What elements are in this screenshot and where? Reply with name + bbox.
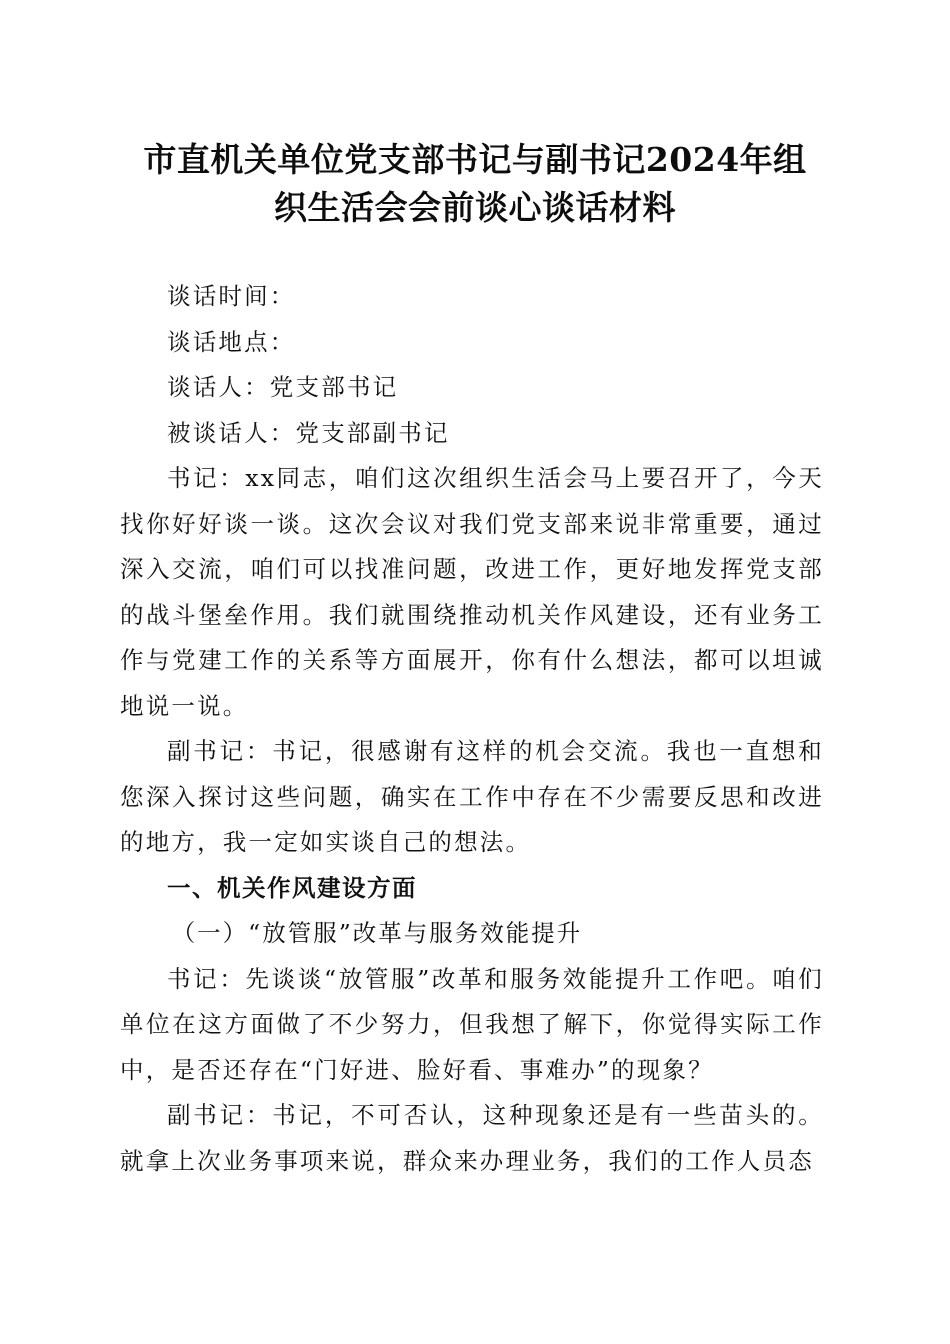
paragraph-3: 书记：先谈谈“放管服”改革和服务效能提升工作吧。咱们单位在这方面做了不少努力，但我想了解下，你觉得实际工作中，是否还存在“门好进、脸好看、事难办”的现象？ (120, 964, 824, 1084)
paragraph-2: 副书记：书记，很感谢有这样的机会交流。我也一直想和您深入探讨这些问题，确实在工作中存在不少需要反思和改进的地方，我一定如实谈自己的想法。 (120, 737, 824, 856)
meta-listener: 被谈话人：党支部副书记 (167, 418, 450, 447)
document-body (120, 274, 824, 1184)
meta-speaker: 谈话人：党支部书记 (167, 373, 399, 401)
meta-time: 谈话时间： (167, 282, 296, 310)
paragraph-4: 副书记：书记，不可否认，这种现象还是有一些苗头的。就拿上次业务事项来说，群众来办理业务，我们的工作人员态 (120, 1101, 824, 1175)
subsection-heading-1: （一）“放管服”改革与服务效能提升 (171, 919, 583, 947)
section-heading-1: 一、机关作风建设方面 (167, 873, 417, 902)
title-line-1: 市直机关单位党支部书记与副书记2024年组 (143, 140, 807, 179)
meta-place: 谈话地点： (167, 327, 296, 356)
paragraph-1: 书记：xx同志，咱们这次组织生活会马上要召开了，今天找你好好谈一谈。这次会议对我们党支部来说非常重要，通过深入交流，咱们可以找准问题，改进工作，更好地发挥党支部的战斗堡垒作用。我们就围绕推动机关作风建设，还有业务工作与党建工作的关系等方面展开，你有什么想法，都可以坦诚地说一说。 (120, 464, 824, 720)
document-title (110, 136, 840, 232)
title-line-2: 织生活会会前谈心谈话材料 (274, 188, 676, 227)
